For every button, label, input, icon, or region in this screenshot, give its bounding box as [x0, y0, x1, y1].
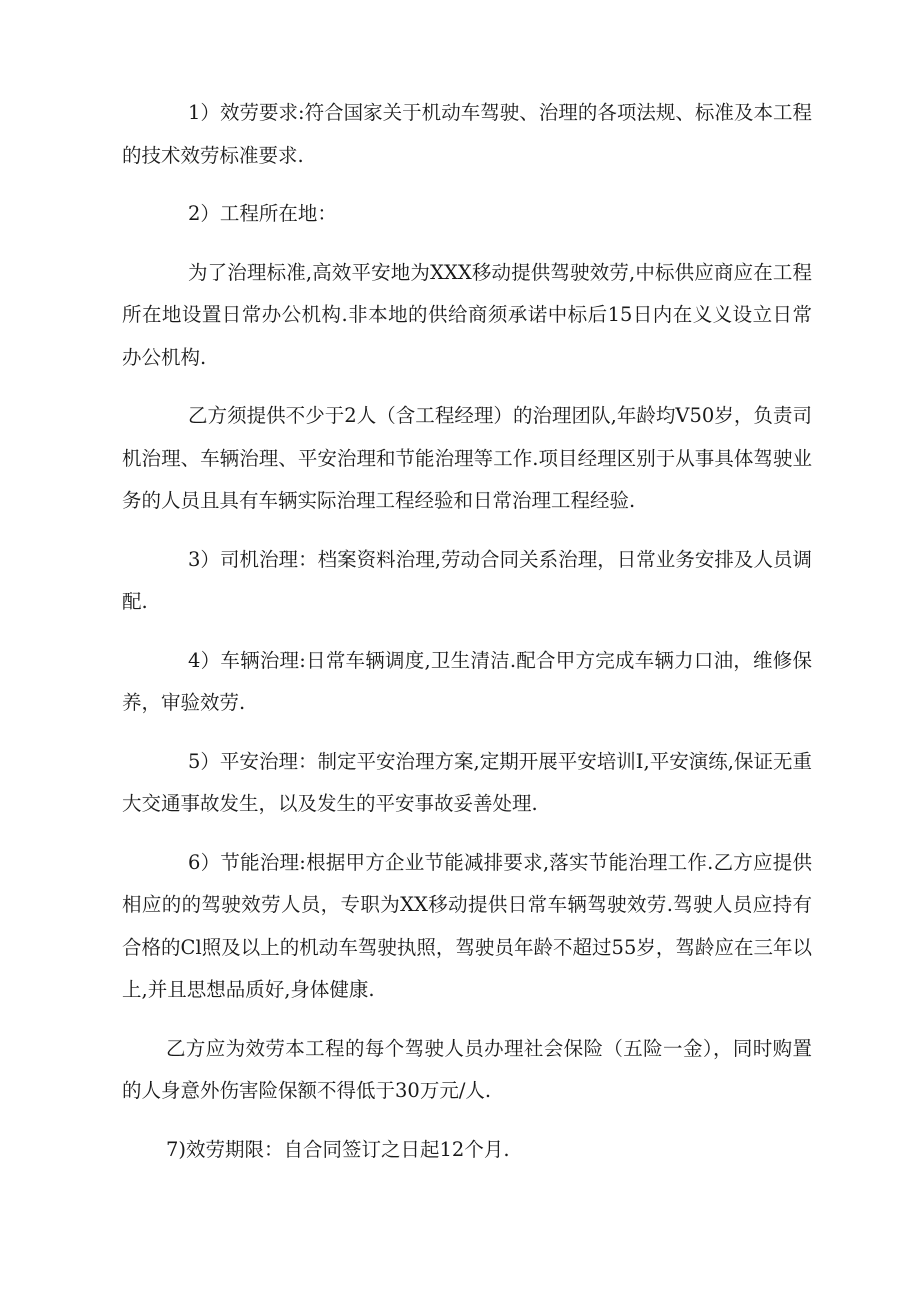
paragraph-driver-management: 3）司机治理：档案资料治理,劳动合同关系治理，日常业务安排及人员调配.	[122, 547, 812, 613]
paragraph-service-period: 7)效劳期限：自合同签订之日起12个月.	[166, 1137, 510, 1161]
paragraph-insurance: 乙方应为效劳本工程的每个驾驶人员办理社会保险（五险一金），同时购置的人身意外伤害险保额不得低于30万元/人.	[122, 1036, 812, 1102]
paragraph-vehicle-management: 4）车辆治理:日常车辆调度,卫生清洁.配合甲方完成车辆力口油，维修保养，审验效劳.	[122, 648, 812, 714]
paragraph-energy-management: 6）节能治理:根据甲方企业节能减排要求,落实节能治理工作.乙方应提供相应的的驾驶效劳人员，专职为XX移动提供日常车辆驾驶效劳.驾驶人员应持有合格的Cl照及以上的机动车驾驶执照，驾驶员年龄不超过55岁，驾龄应在三年以上,并且思想品质好,身体健康.	[122, 850, 812, 1001]
document-page	[122, 92, 812, 1187]
paragraph-project-location-detail: 为了治理标准,高效平安地为XXX移动提供驾驶效劳,中标供应商应在工程所在地设置日常办公机构.非本地的供给商须承诺中标后15日内在义义设立日常办公机构.	[122, 260, 812, 369]
paragraph-management-team: 乙方须提供不少于2人（含工程经理）的治理团队,年龄均V50岁，负责司机治理、车辆治理、平安治理和节能治理等工作.项目经理区别于从事具体驾驶业务的人员且具有车辆实际治理工程经验和日常治理工程经验.	[122, 404, 812, 512]
paragraph-safety-management: 5）平安治理：制定平安治理方案,定期开展平安培训I,平安演练,保证无重大交通事故发生，以及发生的平安事故妥善处理.	[122, 749, 812, 815]
paragraph-service-requirements: 1）效劳要求:符合国家关于机动车驾驶、治理的各项法规、标准及本工程的技术效劳标准要求.	[122, 101, 812, 167]
paragraph-project-location-heading: 2）工程所在地：	[188, 202, 337, 225]
